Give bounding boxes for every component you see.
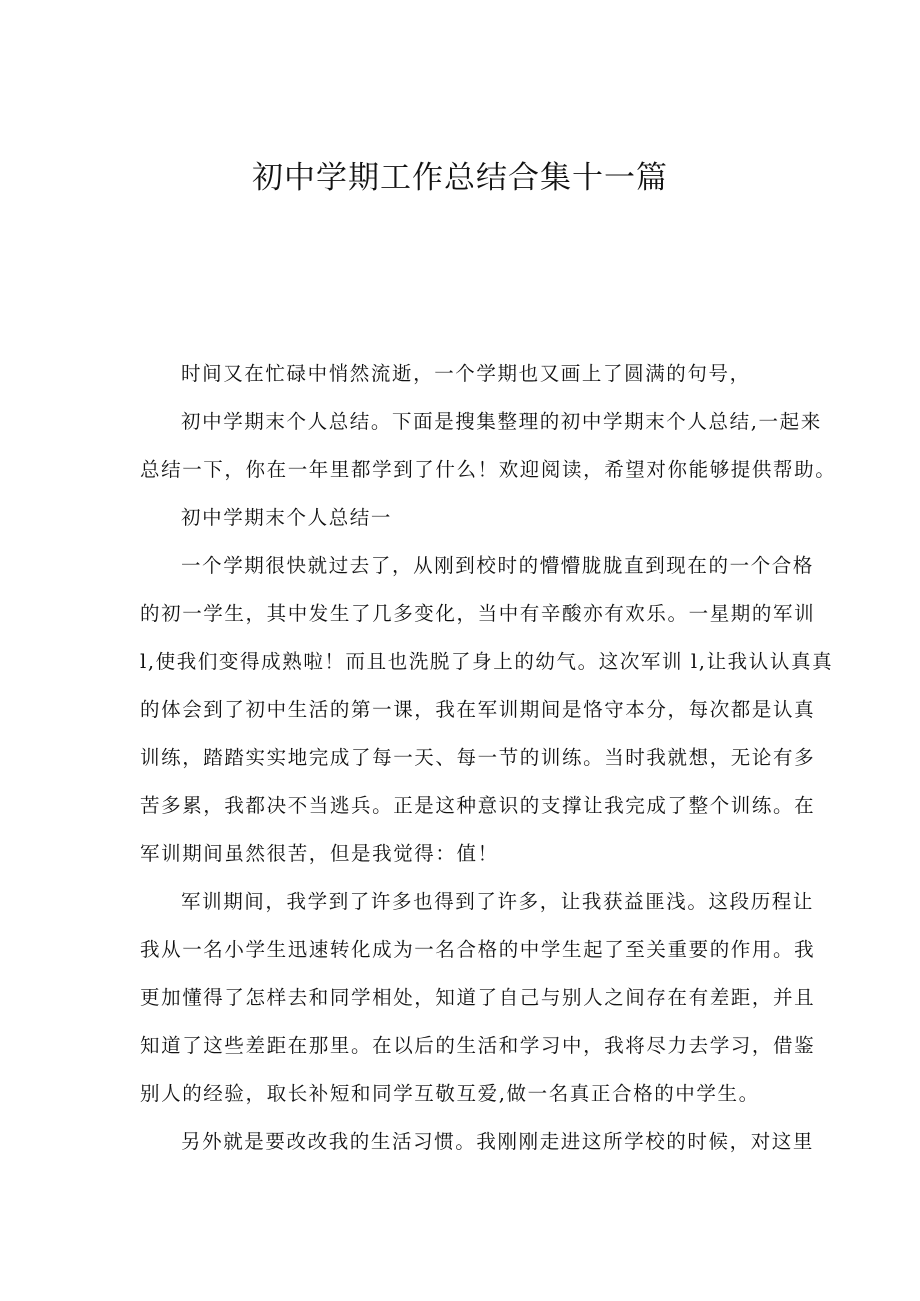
text-line: 军训期间虽然很苦，但是我觉得：值！: [140, 842, 499, 865]
text-line: 总结一下，你在一年里都学到了什么！欢迎阅读，希望对你能够提供帮助。: [140, 458, 837, 481]
text-line: 初中学期末个人总结。下面是搜集整理的初中学期末个人总结,一起来: [181, 410, 822, 433]
section-heading: 初中学期末个人总结一: [181, 506, 393, 529]
document-title: 初中学期工作总结合集十一篇: [252, 160, 668, 196]
text-line: 的体会到了初中生活的第一课，我在军训期间是恪守本分，每次都是认真: [140, 698, 816, 721]
text-line: l,使我们变得成熟啦！而且也洗脱了身上的幼气。这次军训 l,让我认认真真: [140, 650, 834, 673]
text-line: 另外就是要改改我的生活习惯。我刚刚走进这所学校的时候，对这里: [181, 1130, 815, 1153]
text-line: 我从一名小学生迅速转化成为一名合格的中学生起了至关重要的作用。我: [140, 938, 816, 961]
text-line: 的初一学生，其中发生了几多变化，当中有辛酸亦有欢乐。一星期的军训: [140, 602, 816, 625]
text-line: 更加懂得了怎样去和同学相处，知道了自己与别人之间存在有差距，并且: [140, 986, 816, 1009]
text-line: 训练，踏踏实实地完成了每一天、每一节的训练。当时我就想，无论有多: [140, 746, 816, 769]
text-line: 别人的经验，取长补短和同学互敬互爱,做一名真正合格的中学生。: [140, 1082, 760, 1105]
text-line: 一个学期很快就过去了，从刚到校时的懵懵胧胧直到现在的一个合格: [181, 554, 815, 577]
text-line: 军训期间，我学到了许多也得到了许多，让我获益匪浅。这段历程让: [181, 890, 815, 913]
text-line: 知道了这些差距在那里。在以后的生活和学习中，我将尽力去学习，借鉴: [140, 1034, 816, 1057]
text-line: 时间又在忙碌中悄然流逝，一个学期也又画上了圆满的句号，: [181, 362, 751, 385]
text-line: 苦多累，我都决不当逃兵。正是这种意识的支撑让我完成了整个训练。在: [140, 794, 816, 817]
